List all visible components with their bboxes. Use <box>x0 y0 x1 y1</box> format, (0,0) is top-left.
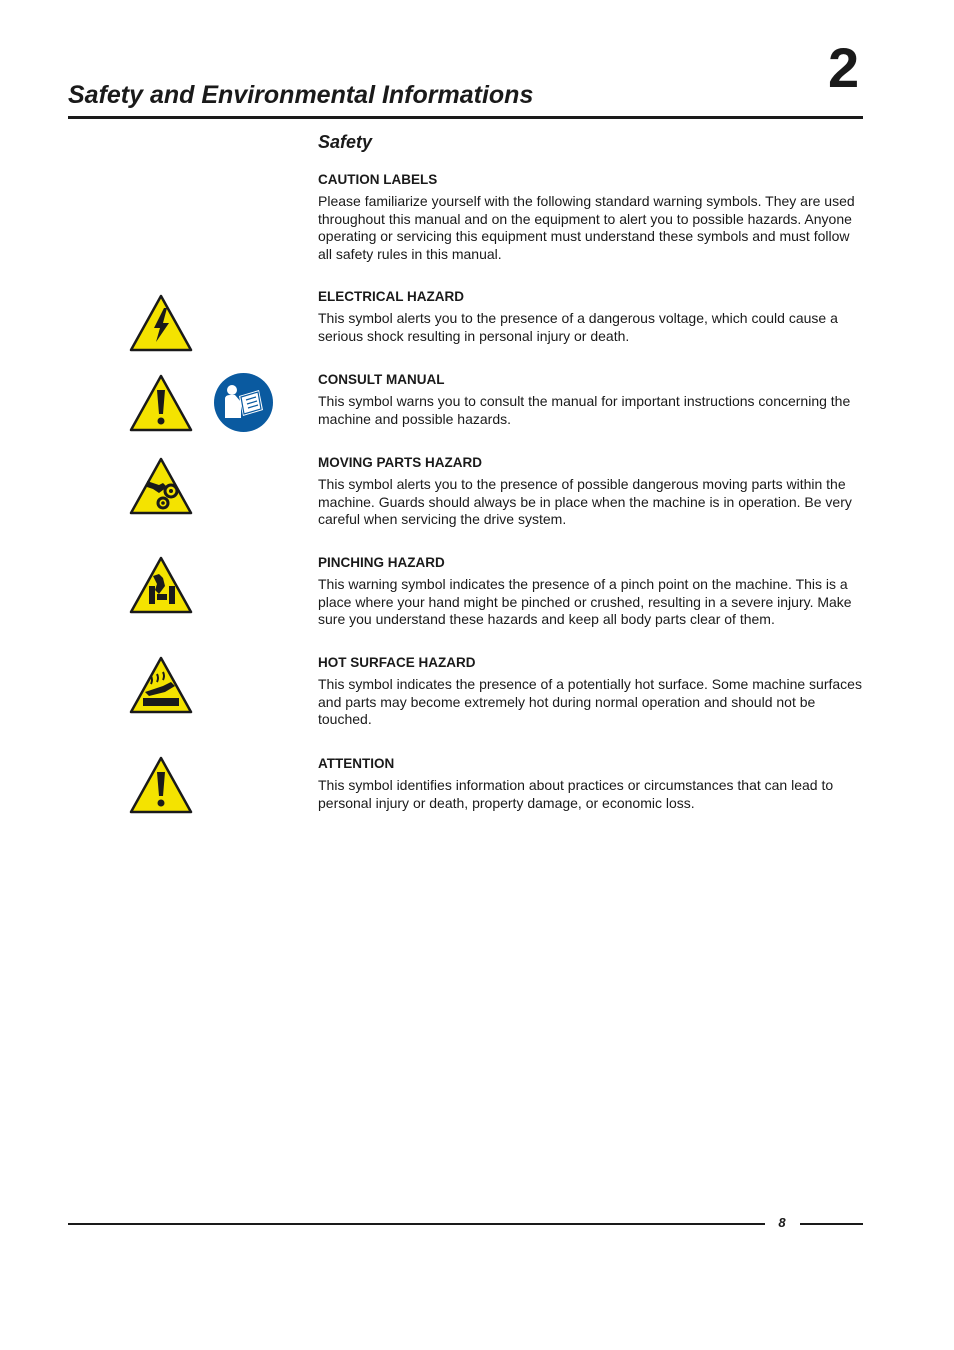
electrical-hazard-icon <box>129 294 193 352</box>
section-title: Safety <box>318 132 373 152</box>
hot-surface-hazard-block <box>318 654 863 729</box>
chapter-number: 2 <box>828 36 860 99</box>
block-heading: CAUTION LABELS <box>318 172 438 187</box>
block-text: This symbol warns you to consult the manual for important instructions concerning the machine and possible hazards. <box>318 393 851 427</box>
chapter-title: Safety and Environmental Informations <box>68 81 534 109</box>
footer-rule <box>800 1223 863 1225</box>
page-number: 8 <box>778 1215 786 1230</box>
block-text: This warning symbol indicates the presence of a pinch point on the machine. This is a place where your hand might be pinched or crushed, resulting in a severe injury. Make sure you understand these hazards and keep all body parts clear of them. <box>318 576 852 628</box>
block-heading: ELECTRICAL HAZARD <box>318 289 464 304</box>
attention-icon <box>129 374 193 432</box>
consult-manual-icon <box>213 372 274 433</box>
attention-block <box>318 755 863 812</box>
attention-icon <box>129 756 193 814</box>
header-rule <box>68 116 863 119</box>
block-text: Please familiarize yourself with the following standard warning symbols. They are used throughout this manual and on the equipment to alert you to possible hazards. Anyone operating or servicing this equipment must understand these symbols and must follow all safety rules in this manual. <box>318 193 855 262</box>
block-text: This symbol indicates the presence of a potentially hot surface. Some machine surfaces and parts may become extremely hot during normal operation and should not be touched. <box>318 676 862 728</box>
block-heading: CONSULT MANUAL <box>318 372 445 387</box>
footer-rule <box>68 1223 765 1225</box>
caution-labels-block <box>318 171 863 263</box>
hot-surface-hazard-icon <box>129 656 193 714</box>
block-heading: HOT SURFACE HAZARD <box>318 655 476 670</box>
block-heading: PINCHING HAZARD <box>318 555 445 570</box>
pinching-hazard-block <box>318 554 863 629</box>
block-text: This symbol alerts you to the presence of a dangerous voltage, which could cause a serious shock resulting in personal injury or death. <box>318 310 838 344</box>
electrical-hazard-block <box>318 288 863 345</box>
moving-parts-hazard-icon <box>129 457 193 515</box>
block-text: This symbol alerts you to the presence of possible dangerous moving parts within the machine. Guards should always be in place when the machine is in operation. Be very careful when servicing the drive system. <box>318 476 852 528</box>
moving-parts-hazard-block <box>318 454 863 529</box>
block-heading: MOVING PARTS HAZARD <box>318 455 482 470</box>
block-heading: ATTENTION <box>318 756 395 771</box>
block-text: This symbol identifies information about practices or circumstances that can lead to personal injury or death, property damage, or economic loss. <box>318 777 834 811</box>
consult-manual-block <box>318 371 863 428</box>
pinching-hazard-icon <box>129 556 193 614</box>
